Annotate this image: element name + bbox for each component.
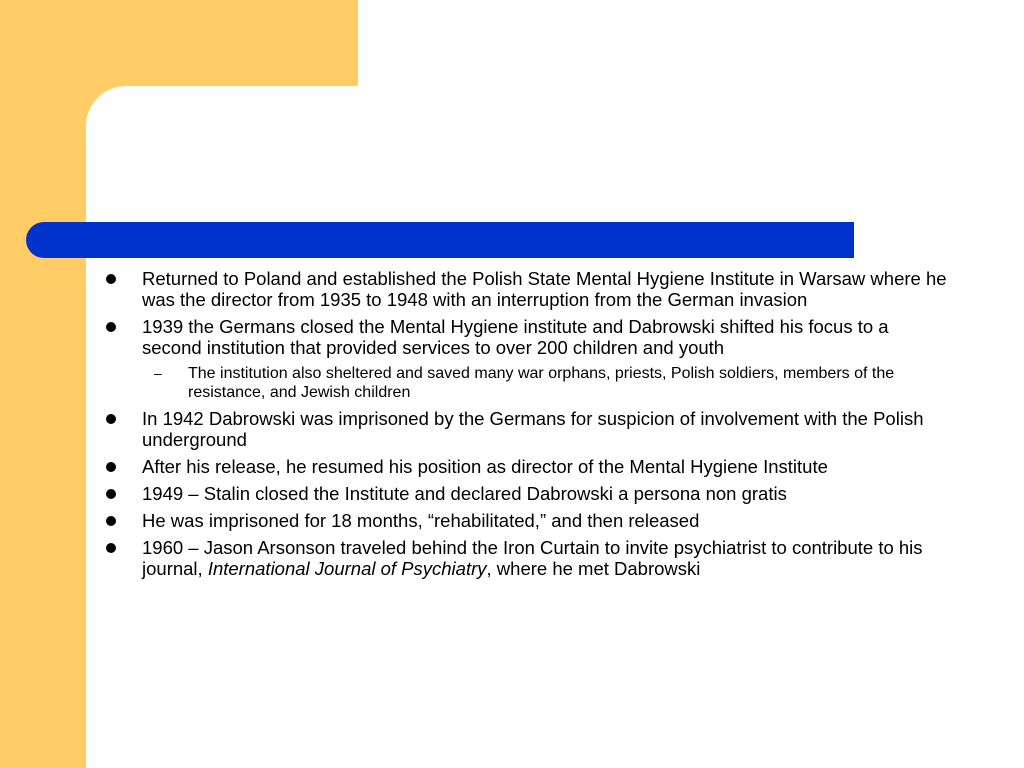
bullet-dot-icon xyxy=(106,462,116,472)
bullet-item xyxy=(102,537,952,579)
sub-bullet-text: The institution also sheltered and saved many war orphans, priests, Polish soldiers, members of the resistance, and Jewish children xyxy=(188,365,895,401)
journal-title: International Journal of Psychiatry xyxy=(207,558,487,579)
bullet-item xyxy=(102,483,952,504)
dash-icon: – xyxy=(154,365,162,381)
bullet-text: 1939 the Germans closed the Mental Hygiene institute and Dabrowski shifted his focus to a second institution that provided services to over 200 children and youth xyxy=(142,316,889,358)
title-bar xyxy=(26,222,854,258)
bullet-item xyxy=(102,510,952,531)
bullet-list xyxy=(102,268,952,585)
bullet-item xyxy=(102,456,952,477)
bullet-item xyxy=(102,268,952,310)
bullet-dot-icon xyxy=(106,274,116,284)
bullet-text: He was imprisoned for 18 months, “rehabilitated,” and then released xyxy=(142,510,700,531)
bullet-text: In 1942 Dabrowski was imprisoned by the Germans for suspicion of involvement with the Polish underground xyxy=(142,408,924,450)
bullet-item xyxy=(102,316,952,358)
sub-bullet-item xyxy=(102,364,952,402)
bullet-dot-icon xyxy=(106,516,116,526)
bullet-dot-icon xyxy=(106,489,116,499)
bullet-text-end: , where he met Dabrowski xyxy=(486,558,701,579)
bullet-text: 1949 – Stalin closed the Institute and declared Dabrowski a persona non gratis xyxy=(142,483,787,504)
bullet-text: Returned to Poland and established the Polish State Mental Hygiene Institute in Warsaw where he was the director from 1935 to 1948 with an interruption from the German invasion xyxy=(142,268,947,310)
bullet-dot-icon xyxy=(106,322,116,332)
bullet-dot-icon xyxy=(106,414,116,424)
bullet-item xyxy=(102,408,952,450)
bullet-text: After his release, he resumed his position as director of the Mental Hygiene Institute xyxy=(142,456,828,477)
bullet-dot-icon xyxy=(106,543,116,553)
bullet-text-start: 1960 – Jason Arsonson traveled behind the Iron Curtain to invite psychiatrist to contribute to his journal, xyxy=(142,537,923,579)
